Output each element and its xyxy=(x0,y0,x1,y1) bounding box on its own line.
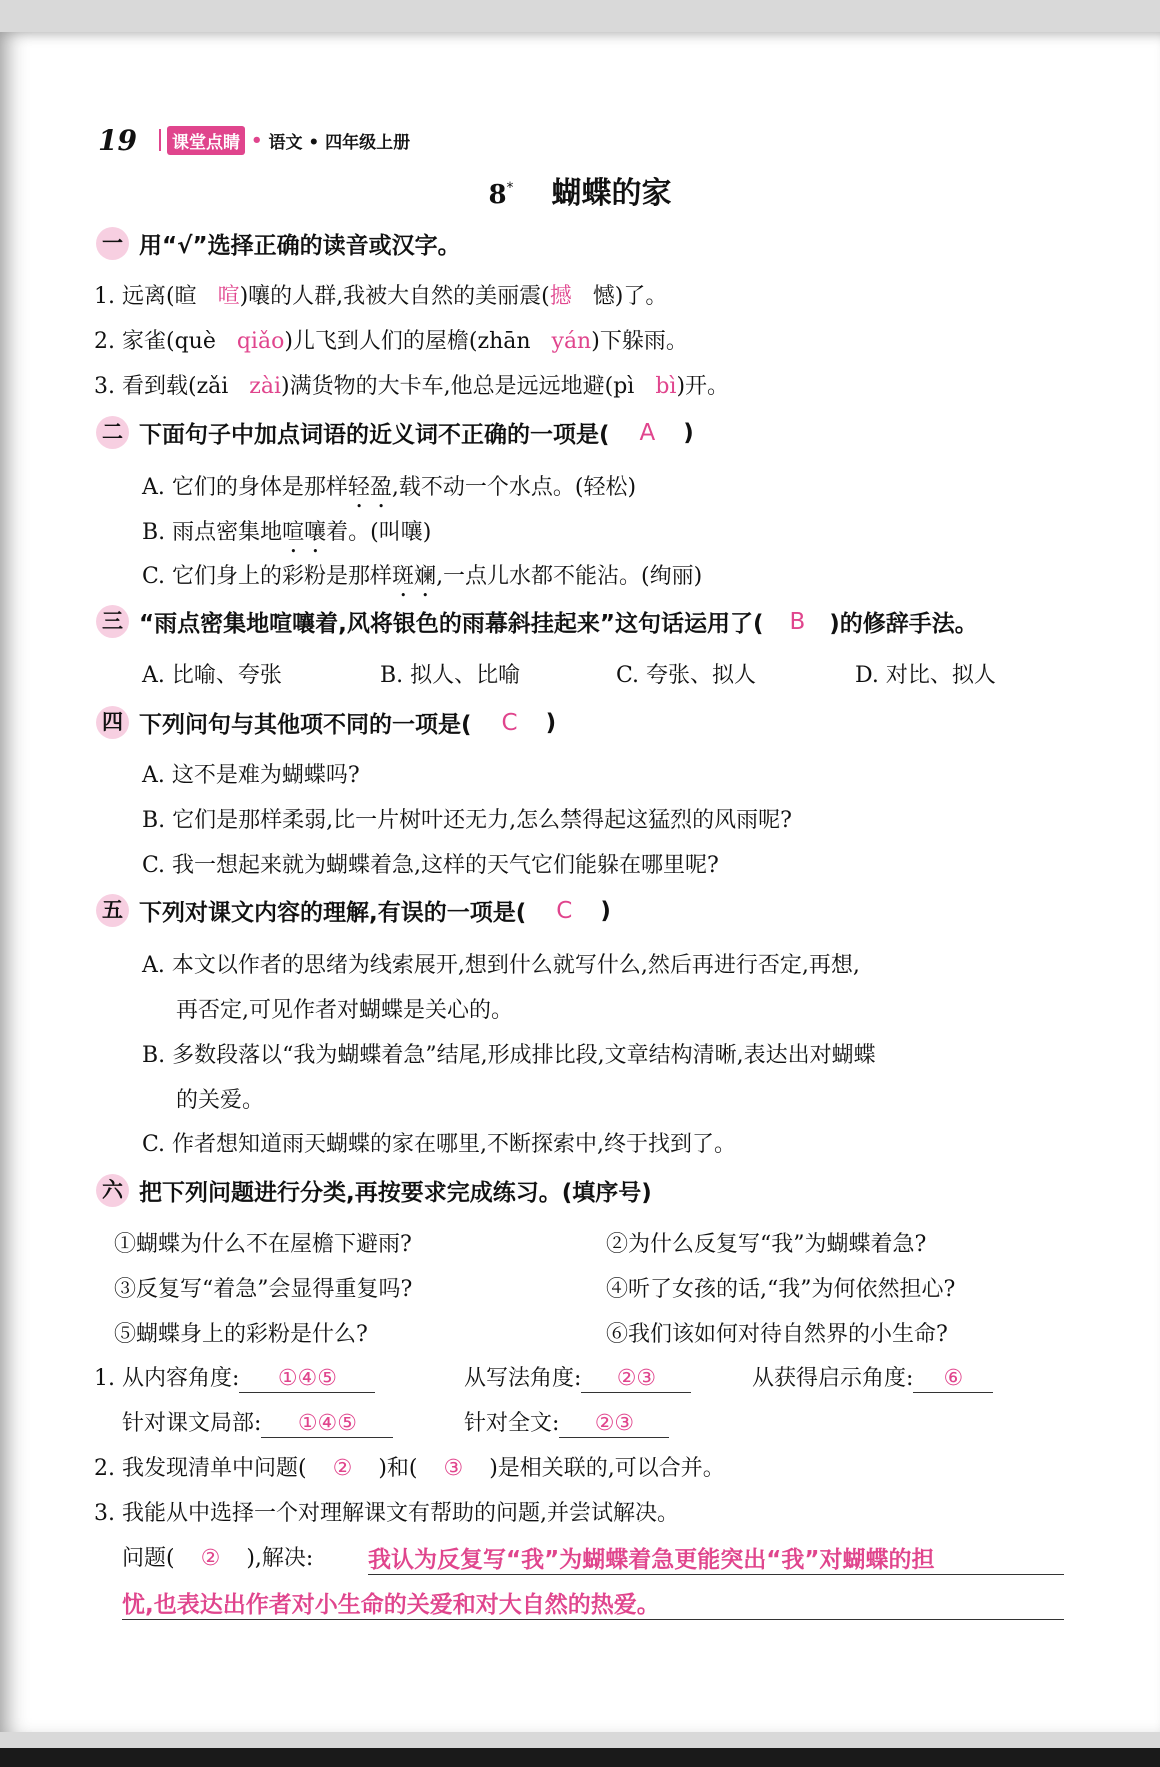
s6-part-3: 3. 我能从中选择一个对理解课文有帮助的问题,并尝试解决。 xyxy=(94,1501,679,1526)
header-dot: • xyxy=(250,129,263,151)
checked-choice: zài xyxy=(249,374,282,399)
question-item: ④听了女孩的话,“我”为何依然担心? xyxy=(606,1277,956,1302)
s3-option: B. 拟人、比喻 xyxy=(380,663,521,688)
checked-choice: qiǎo xyxy=(236,329,285,354)
dotted-word: 轻盈 xyxy=(347,475,392,500)
answer-blank: ②③ xyxy=(559,1411,669,1438)
section-title: 下面句子中加点词语的近义词不正确的一项是( xyxy=(139,422,610,448)
s2-option-a: A. 它们的身体是那样轻盈,载不动一个水点。(轻松) xyxy=(142,475,637,500)
lesson-name: 蝴蝶的家 xyxy=(551,176,672,211)
section-2-heading: 二 下面句子中加点词语的近义词不正确的一项是( A ) xyxy=(96,416,694,449)
answer: ③ xyxy=(443,1456,464,1481)
question-item: ②为什么反复写“我”为蝴蝶着急? xyxy=(606,1232,927,1257)
answer: A xyxy=(639,419,656,446)
section-badge: 一 xyxy=(96,227,129,260)
s6-part-1-insight: 从获得启示角度: ⑥ xyxy=(752,1361,993,1393)
s4-option: B. 它们是那样柔弱,比一片树叶还无力,怎么禁得起这猛烈的风雨呢? xyxy=(142,808,792,833)
subject-label: 语文 • 四年级上册 xyxy=(268,132,411,153)
section-title: 下列问句与其他项不同的一项是( xyxy=(139,712,472,738)
answer-blank: ②③ xyxy=(581,1366,691,1393)
section-title: 把下列问题进行分类,再按要求完成练习。(填序号) xyxy=(139,1180,652,1206)
answer-blank: ①④⑤ xyxy=(261,1411,393,1438)
s3-option: C. 夸张、拟人 xyxy=(616,663,757,688)
s6-part-2: 2. 我发现清单中问题( ② )和( ③ )是相关联的,可以合并。 xyxy=(94,1456,725,1481)
s4-option: A. 这不是难为蝴蝶吗? xyxy=(142,763,360,788)
section-title: 用“√”选择正确的读音或汉字。 xyxy=(139,233,461,259)
s3-option: A. 比喻、夸张 xyxy=(142,663,282,688)
s6-part-1-writing: 从写法角度: ②③ xyxy=(464,1361,691,1393)
section-1-heading xyxy=(96,227,461,260)
s6-part-1-whole: 针对全文: ②③ xyxy=(464,1406,669,1438)
page-number: 19 xyxy=(98,123,137,157)
section-badge: 六 xyxy=(96,1174,129,1207)
s1-question-3: 3. 看到载(zǎi zài)满货物的大卡车,他总是远远地避(pì bì)开。 xyxy=(94,374,730,399)
s5-option-a-cont: 再否定,可见作者对蝴蝶是关心的。 xyxy=(176,998,513,1023)
s2-option-b: B. 雨点密集地喧嚷着。(叫嚷) xyxy=(142,520,432,545)
dotted-word: 斑斓 xyxy=(392,564,437,589)
s2-option-c: C. 它们身上的彩粉是那样斑斓,一点儿水都不能沾。(绚丽) xyxy=(142,564,703,589)
s1-question-2: 2. 家雀(què qiǎo)儿飞到人们的屋檐(zhān yán)下躲雨。 xyxy=(94,329,688,354)
s1-question-1: 1. 远离(暄 喧)嚷的人群,我被大自然的美丽震(撼 憾)了。 xyxy=(94,284,668,309)
section-4-heading: 四 下列问句与其他项不同的一项是( C ) xyxy=(96,706,556,739)
checked-choice: bì xyxy=(655,374,677,399)
s5-option-a: A. 本文以作者的思绪为线索展开,想到什么就写什么,然后再进行否定,再想, xyxy=(142,953,860,978)
brand-label: 课堂点睛 xyxy=(167,126,245,155)
lesson-title xyxy=(0,168,1160,212)
section-badge: 四 xyxy=(96,706,129,739)
header-divider xyxy=(159,129,161,151)
answer: C xyxy=(501,709,518,736)
answer: ② xyxy=(332,1456,353,1481)
answer: ② xyxy=(200,1546,221,1571)
s5-option-c: C. 作者想知道雨天蝴蝶的家在哪里,不断探索中,终于找到了。 xyxy=(142,1132,737,1157)
section-6-heading xyxy=(96,1174,652,1207)
answer-blank: ①④⑤ xyxy=(239,1366,375,1393)
checked-choice: 撼 xyxy=(549,284,572,309)
checked-choice: 喧 xyxy=(217,284,240,309)
question-item: ③反复写“着急”会显得重复吗? xyxy=(114,1277,413,1302)
answer-blank: ⑥ xyxy=(913,1366,993,1393)
answer-line-2: 忧,也表达出作者对小生命的关爱和对大自然的热爱。 xyxy=(122,1586,1064,1620)
s6-part-1: 1. 从内容角度: ①④⑤ xyxy=(94,1361,375,1393)
dotted-word: 喧嚷 xyxy=(282,520,327,545)
answer: B xyxy=(789,608,806,635)
section-3-heading: 三 “雨点密集地喧嚷着,风将银色的雨幕斜挂起来”这句话运用了( B )的修辞手法。 xyxy=(96,605,978,638)
s6-part-1-local: 针对课文局部: ①④⑤ xyxy=(122,1406,393,1438)
s6-part-3-question: 问题( ② ),解决: xyxy=(122,1546,314,1571)
s5-option-b: B. 多数段落以“我为蝴蝶着急”结尾,形成排比段,文章结构清晰,表达出对蝴蝶 xyxy=(142,1043,876,1068)
section-badge: 五 xyxy=(96,894,129,927)
s3-option: D. 对比、拟人 xyxy=(855,663,996,688)
lesson-number: 8 xyxy=(488,180,507,210)
page-header xyxy=(98,122,410,158)
section-title: 下列对课文内容的理解,有误的一项是( xyxy=(139,900,527,926)
question-item: ⑥我们该如何对待自然界的小生命? xyxy=(606,1322,948,1347)
section-badge: 三 xyxy=(96,605,129,638)
bottom-bar xyxy=(0,1748,1160,1767)
checked-choice: yán xyxy=(551,329,592,354)
s4-option: C. 我一想起来就为蝴蝶着急,这样的天气它们能躲在哪里呢? xyxy=(142,853,719,878)
section-badge: 二 xyxy=(96,416,129,449)
answer: C xyxy=(556,897,573,924)
lesson-mark: * xyxy=(506,180,514,196)
question-item: ⑤蝴蝶身上的彩粉是什么? xyxy=(114,1322,368,1347)
answer-line-1: 我认为反复写“我”为蝴蝶着急更能突出“我”对蝴蝶的担 xyxy=(368,1541,1064,1575)
section-title: “雨点密集地喧嚷着,风将银色的雨幕斜挂起来”这句话运用了( xyxy=(139,611,764,637)
question-item: ①蝴蝶为什么不在屋檐下避雨? xyxy=(114,1232,412,1257)
s5-option-b-cont: 的关爱。 xyxy=(176,1088,265,1113)
section-5-heading: 五 下列对课文内容的理解,有误的一项是( C ) xyxy=(96,894,611,927)
